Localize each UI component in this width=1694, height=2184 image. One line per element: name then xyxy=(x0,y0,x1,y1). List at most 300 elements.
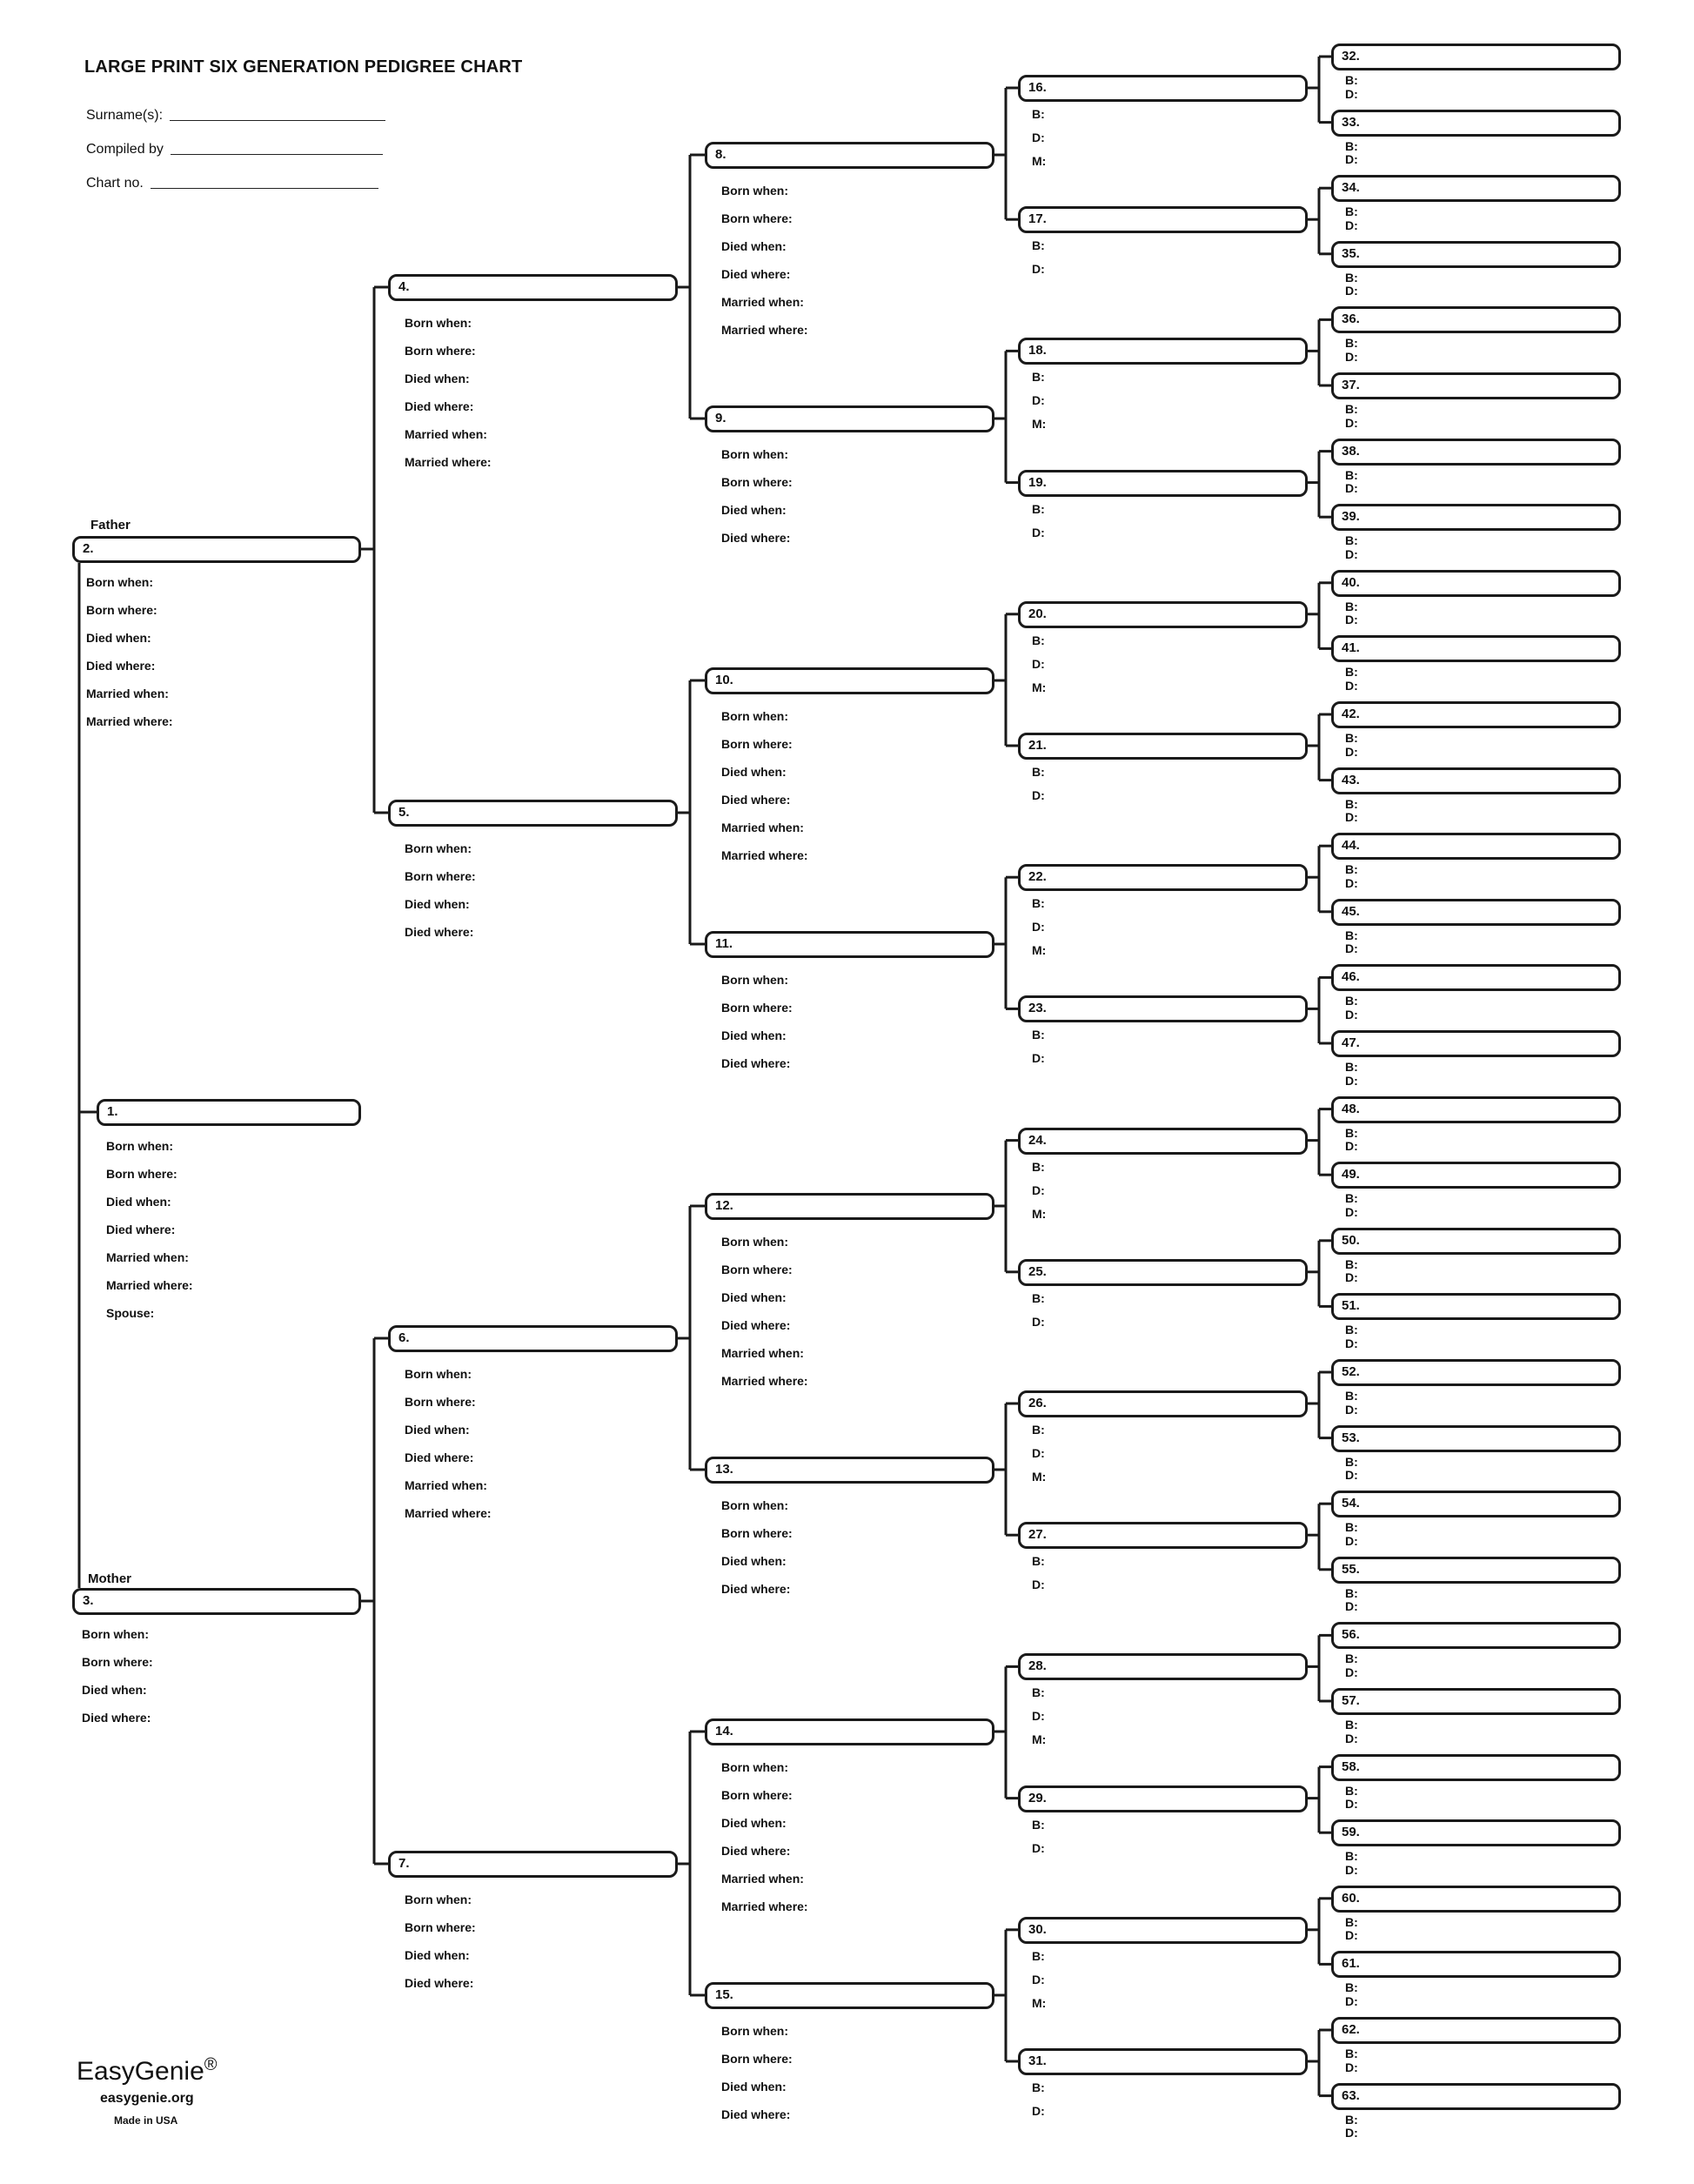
person-box-18[interactable] xyxy=(1018,338,1308,365)
person-58-d-label: D: xyxy=(1345,1797,1358,1812)
brand-name: EasyGenie xyxy=(77,2057,204,2086)
person-13-died-where-label: Died where: xyxy=(721,1582,791,1596)
person-box-20[interactable] xyxy=(1018,601,1308,628)
person-53-b-label: B: xyxy=(1345,1454,1358,1469)
person-box-44[interactable] xyxy=(1331,833,1621,860)
father-caption: Father xyxy=(90,518,131,533)
person-63-b-label: B: xyxy=(1345,2112,1358,2127)
person-7-died-where-label: Died where: xyxy=(405,1976,474,1990)
person-35-d-label: D: xyxy=(1345,284,1358,298)
person-23-b-label: B: xyxy=(1032,1028,1045,1042)
person-box-61[interactable] xyxy=(1331,1951,1621,1978)
person-2-married-where-label: Married where: xyxy=(86,714,173,728)
person-56-b-label: B: xyxy=(1345,1651,1358,1666)
person-number: 34. xyxy=(1342,180,1360,196)
person-4-married-where-label: Married where: xyxy=(405,455,492,469)
person-18-m-label: M: xyxy=(1032,417,1047,432)
person-41-b-label: B: xyxy=(1345,665,1358,680)
person-42-b-label: B: xyxy=(1345,731,1358,745)
person-number: 39. xyxy=(1342,509,1360,525)
person-number: 17. xyxy=(1028,211,1047,227)
person-number: 23. xyxy=(1028,1001,1047,1016)
person-18-d-label: D: xyxy=(1032,393,1045,408)
person-61-d-label: D: xyxy=(1345,1993,1358,2008)
person-1-died-where-label: Died where: xyxy=(106,1223,176,1236)
person-18-b-label: B: xyxy=(1032,370,1045,385)
person-box-55[interactable] xyxy=(1331,1557,1621,1584)
person-number: 60. xyxy=(1342,1890,1360,1906)
person-box-41[interactable] xyxy=(1331,635,1621,662)
brand-logo xyxy=(77,2055,218,2087)
person-36-b-label: B: xyxy=(1345,336,1358,351)
person-6-died-where-label: Died where: xyxy=(405,1450,474,1464)
person-number: 35. xyxy=(1342,245,1360,261)
person-box-45[interactable] xyxy=(1331,899,1621,926)
person-48-d-label: D: xyxy=(1345,1139,1358,1154)
person-box-33[interactable] xyxy=(1331,110,1621,137)
person-box-49[interactable] xyxy=(1331,1162,1621,1189)
person-box-60[interactable] xyxy=(1331,1886,1621,1913)
person-number: 57. xyxy=(1342,1693,1360,1708)
person-box-4[interactable] xyxy=(388,274,678,301)
person-9-born-where-label: Born where: xyxy=(721,475,793,489)
person-24-d-label: D: xyxy=(1032,1182,1045,1197)
person-box-34[interactable] xyxy=(1331,175,1621,202)
person-box-19[interactable] xyxy=(1018,470,1308,497)
person-1-married-when-label: Married when: xyxy=(106,1250,189,1264)
person-52-b-label: B: xyxy=(1345,1389,1358,1403)
person-46-b-label: B: xyxy=(1345,994,1358,1008)
person-47-d-label: D: xyxy=(1345,1073,1358,1088)
person-number: 43. xyxy=(1342,772,1360,787)
person-24-m-label: M: xyxy=(1032,1206,1047,1221)
person-5-died-when-label: Died when: xyxy=(405,897,470,911)
person-42-d-label: D: xyxy=(1345,744,1358,759)
person-number: 5. xyxy=(398,805,410,820)
person-number: 2. xyxy=(83,541,94,556)
person-number: 1. xyxy=(107,1104,118,1119)
person-25-d-label: D: xyxy=(1032,1314,1045,1329)
person-box-46[interactable] xyxy=(1331,964,1621,991)
person-number: 53. xyxy=(1342,1430,1360,1445)
person-5-born-when-label: Born when: xyxy=(405,841,472,855)
person-29-b-label: B: xyxy=(1032,1817,1045,1832)
person-number: 10. xyxy=(715,673,733,687)
person-number: 14. xyxy=(715,1724,733,1738)
person-number: 46. xyxy=(1342,969,1360,985)
person-29-d-label: D: xyxy=(1032,1840,1045,1855)
person-3-born-where-label: Born where: xyxy=(82,1655,153,1669)
person-14-married-where-label: Married where: xyxy=(721,1899,808,1913)
person-30-m-label: M: xyxy=(1032,1995,1047,2010)
person-box-43[interactable] xyxy=(1331,767,1621,794)
person-box-14[interactable] xyxy=(705,1718,994,1745)
person-28-m-label: M: xyxy=(1032,1732,1047,1747)
person-number: 7. xyxy=(398,1856,410,1871)
person-34-b-label: B: xyxy=(1345,204,1358,219)
person-number: 3. xyxy=(83,1593,94,1608)
person-38-d-label: D: xyxy=(1345,481,1358,496)
person-number: 63. xyxy=(1342,2087,1360,2103)
person-41-d-label: D: xyxy=(1345,678,1358,693)
person-10-died-when-label: Died when: xyxy=(721,765,787,779)
person-box-62[interactable] xyxy=(1331,2017,1621,2044)
person-59-d-label: D: xyxy=(1345,1862,1358,1877)
person-31-b-label: B: xyxy=(1032,2080,1045,2094)
person-15-born-where-label: Born where: xyxy=(721,2052,793,2066)
person-50-d-label: D: xyxy=(1345,1270,1358,1285)
person-32-b-label: B: xyxy=(1345,73,1358,87)
person-17-d-label: D: xyxy=(1032,262,1045,277)
person-number: 21. xyxy=(1028,738,1047,753)
person-4-born-when-label: Born when: xyxy=(405,316,472,330)
person-7-born-when-label: Born when: xyxy=(405,1893,472,1906)
person-10-married-when-label: Married when: xyxy=(721,821,804,834)
chartno-label: Chart no. xyxy=(86,176,144,191)
site-url: easygenie.org xyxy=(100,2091,194,2106)
person-number: 52. xyxy=(1342,1364,1360,1379)
person-box-21[interactable] xyxy=(1018,733,1308,760)
person-box-36[interactable] xyxy=(1331,306,1621,333)
person-box-27[interactable] xyxy=(1018,1522,1308,1549)
person-57-b-label: B: xyxy=(1345,1718,1358,1732)
person-8-born-where-label: Born where: xyxy=(721,211,793,225)
person-4-died-when-label: Died when: xyxy=(405,372,470,385)
person-number: 48. xyxy=(1342,1101,1360,1116)
person-31-d-label: D: xyxy=(1032,2104,1045,2118)
person-number: 58. xyxy=(1342,1759,1360,1774)
person-10-died-where-label: Died where: xyxy=(721,793,791,807)
person-box-10[interactable] xyxy=(705,667,994,694)
person-2-born-where-label: Born where: xyxy=(86,603,157,617)
person-9-died-when-label: Died when: xyxy=(721,503,787,517)
person-11-born-where-label: Born where: xyxy=(721,1001,793,1015)
person-43-b-label: B: xyxy=(1345,796,1358,811)
person-1-married-where-label: Married where: xyxy=(106,1278,193,1292)
person-box-47[interactable] xyxy=(1331,1030,1621,1057)
person-number: 59. xyxy=(1342,1825,1360,1840)
person-32-d-label: D: xyxy=(1345,86,1358,101)
person-box-6[interactable] xyxy=(388,1325,678,1352)
person-15-died-where-label: Died where: xyxy=(721,2107,791,2121)
person-54-b-label: B: xyxy=(1345,1520,1358,1535)
person-16-d-label: D: xyxy=(1032,131,1045,144)
person-box-56[interactable] xyxy=(1331,1622,1621,1649)
person-10-born-when-label: Born when: xyxy=(721,709,788,723)
person-box-51[interactable] xyxy=(1331,1293,1621,1320)
brand-mark: ® xyxy=(204,2055,218,2074)
person-6-married-where-label: Married where: xyxy=(405,1506,492,1520)
person-14-born-where-label: Born where: xyxy=(721,1788,793,1802)
person-15-died-when-label: Died when: xyxy=(721,2080,787,2094)
person-box-2[interactable] xyxy=(72,536,361,563)
person-number: 31. xyxy=(1028,2053,1047,2068)
person-4-married-when-label: Married when: xyxy=(405,427,487,441)
person-1-spouse-label: Spouse: xyxy=(106,1306,155,1320)
person-number: 36. xyxy=(1342,312,1360,327)
person-56-d-label: D: xyxy=(1345,1665,1358,1679)
person-box-48[interactable] xyxy=(1331,1096,1621,1123)
person-10-married-where-label: Married where: xyxy=(721,848,808,862)
person-number: 47. xyxy=(1342,1035,1360,1050)
person-44-b-label: B: xyxy=(1345,862,1358,877)
page-title: LARGE PRINT SIX GENERATION PEDIGREE CHART xyxy=(84,57,523,77)
person-45-b-label: B: xyxy=(1345,928,1358,942)
person-box-38[interactable] xyxy=(1331,439,1621,466)
person-10-born-where-label: Born where: xyxy=(721,737,793,751)
person-number: 51. xyxy=(1342,1298,1360,1314)
person-box-58[interactable] xyxy=(1331,1754,1621,1781)
person-number: 22. xyxy=(1028,869,1047,885)
person-number: 49. xyxy=(1342,1167,1360,1182)
person-33-b-label: B: xyxy=(1345,138,1358,153)
person-number: 55. xyxy=(1342,1561,1360,1577)
person-12-died-when-label: Died when: xyxy=(721,1290,787,1304)
person-50-b-label: B: xyxy=(1345,1256,1358,1271)
person-12-married-when-label: Married when: xyxy=(721,1346,804,1360)
person-7-born-where-label: Born where: xyxy=(405,1920,476,1934)
person-box-11[interactable] xyxy=(705,931,994,958)
person-box-53[interactable] xyxy=(1331,1425,1621,1452)
person-27-d-label: D: xyxy=(1032,1578,1045,1592)
person-box-5[interactable] xyxy=(388,800,678,827)
person-26-d-label: D: xyxy=(1032,1446,1045,1460)
person-39-b-label: B: xyxy=(1345,533,1358,548)
person-27-b-label: B: xyxy=(1032,1554,1045,1569)
person-22-d-label: D: xyxy=(1032,920,1045,935)
person-box-17[interactable] xyxy=(1018,206,1308,233)
person-14-married-when-label: Married when: xyxy=(721,1872,804,1886)
person-box-37[interactable] xyxy=(1331,372,1621,399)
person-43-d-label: D: xyxy=(1345,810,1358,825)
person-21-b-label: B: xyxy=(1032,765,1045,779)
person-5-died-where-label: Died where: xyxy=(405,925,474,939)
person-26-m-label: M: xyxy=(1032,1470,1047,1484)
person-box-57[interactable] xyxy=(1331,1688,1621,1715)
person-9-died-where-label: Died where: xyxy=(721,531,791,545)
person-number: 28. xyxy=(1028,1658,1047,1674)
person-number: 41. xyxy=(1342,640,1360,656)
person-47-b-label: B: xyxy=(1345,1060,1358,1074)
person-17-b-label: B: xyxy=(1032,238,1045,253)
person-6-born-where-label: Born where: xyxy=(405,1395,476,1409)
person-55-b-label: B: xyxy=(1345,1585,1358,1600)
person-25-b-label: B: xyxy=(1032,1290,1045,1305)
person-box-40[interactable] xyxy=(1331,570,1621,597)
person-20-b-label: B: xyxy=(1032,633,1045,647)
person-number: 9. xyxy=(715,411,726,425)
person-box-23[interactable] xyxy=(1018,995,1308,1022)
person-number: 29. xyxy=(1028,1790,1047,1805)
person-53-d-label: D: xyxy=(1345,1468,1358,1483)
person-number: 56. xyxy=(1342,1627,1360,1643)
person-2-born-when-label: Born when: xyxy=(86,575,153,589)
person-number: 33. xyxy=(1342,114,1360,130)
person-37-d-label: D: xyxy=(1345,415,1358,430)
person-box-52[interactable] xyxy=(1331,1359,1621,1386)
person-19-d-label: D: xyxy=(1032,525,1045,539)
person-49-b-label: B: xyxy=(1345,1191,1358,1206)
person-box-13[interactable] xyxy=(705,1457,994,1484)
person-number: 18. xyxy=(1028,343,1047,358)
person-box-15[interactable] xyxy=(705,1982,994,2009)
person-box-28[interactable] xyxy=(1018,1653,1308,1680)
person-box-24[interactable] xyxy=(1018,1128,1308,1155)
person-19-b-label: B: xyxy=(1032,501,1045,516)
person-8-died-when-label: Died when: xyxy=(721,239,787,253)
person-box-31[interactable] xyxy=(1018,2048,1308,2075)
person-7-died-when-label: Died when: xyxy=(405,1948,470,1962)
person-48-b-label: B: xyxy=(1345,1125,1358,1140)
person-box-50[interactable] xyxy=(1331,1228,1621,1255)
person-35-b-label: B: xyxy=(1345,270,1358,285)
person-number: 32. xyxy=(1342,49,1360,64)
person-23-d-label: D: xyxy=(1032,1051,1045,1066)
person-60-d-label: D: xyxy=(1345,1928,1358,1943)
person-8-born-when-label: Born when: xyxy=(721,184,788,198)
person-61-b-label: B: xyxy=(1345,1980,1358,1995)
person-box-22[interactable] xyxy=(1018,864,1308,891)
person-44-d-label: D: xyxy=(1345,875,1358,890)
person-9-born-when-label: Born when: xyxy=(721,447,788,461)
person-number: 12. xyxy=(715,1198,733,1213)
person-13-died-when-label: Died when: xyxy=(721,1554,787,1568)
person-1-died-when-label: Died when: xyxy=(106,1195,171,1209)
person-40-d-label: D: xyxy=(1345,613,1358,627)
person-box-63[interactable] xyxy=(1331,2083,1621,2110)
person-36-d-label: D: xyxy=(1345,349,1358,364)
person-55-d-label: D: xyxy=(1345,1599,1358,1614)
person-22-b-label: B: xyxy=(1032,896,1045,911)
person-26-b-label: B: xyxy=(1032,1423,1045,1437)
person-33-d-label: D: xyxy=(1345,152,1358,167)
person-28-d-label: D: xyxy=(1032,1709,1045,1724)
person-52-d-label: D: xyxy=(1345,1402,1358,1417)
person-number: 16. xyxy=(1028,80,1047,95)
person-54-d-label: D: xyxy=(1345,1533,1358,1548)
person-20-m-label: M: xyxy=(1032,680,1047,694)
person-51-d-label: D: xyxy=(1345,1336,1358,1350)
person-2-married-when-label: Married when: xyxy=(86,687,169,700)
person-number: 11. xyxy=(715,936,733,951)
person-number: 45. xyxy=(1342,903,1360,919)
person-2-died-when-label: Died when: xyxy=(86,631,151,645)
person-11-died-when-label: Died when: xyxy=(721,1028,787,1042)
person-8-married-where-label: Married where: xyxy=(721,323,808,337)
person-box-16[interactable] xyxy=(1018,75,1308,102)
person-24-b-label: B: xyxy=(1032,1159,1045,1174)
person-5-born-where-label: Born where: xyxy=(405,869,476,883)
person-30-d-label: D: xyxy=(1032,1972,1045,1986)
surname-label: Surname(s): xyxy=(86,108,164,123)
person-number: 13. xyxy=(715,1462,733,1477)
person-box-30[interactable] xyxy=(1018,1917,1308,1944)
person-20-d-label: D: xyxy=(1032,656,1045,671)
person-box-1[interactable] xyxy=(97,1099,361,1126)
person-3-died-where-label: Died where: xyxy=(82,1711,151,1725)
person-12-born-where-label: Born where: xyxy=(721,1263,793,1276)
person-number: 62. xyxy=(1342,2022,1360,2037)
person-11-died-where-label: Died where: xyxy=(721,1056,791,1070)
person-51-b-label: B: xyxy=(1345,1323,1358,1337)
person-11-born-when-label: Born when: xyxy=(721,973,788,987)
person-box-54[interactable] xyxy=(1331,1491,1621,1517)
person-40-b-label: B: xyxy=(1345,599,1358,613)
person-box-3[interactable] xyxy=(72,1588,361,1615)
person-box-12[interactable] xyxy=(705,1193,994,1220)
person-16-m-label: M: xyxy=(1032,154,1047,168)
person-3-died-when-label: Died when: xyxy=(82,1683,147,1697)
person-box-32[interactable] xyxy=(1331,44,1621,70)
mother-caption: Mother xyxy=(88,1571,131,1586)
person-58-b-label: B: xyxy=(1345,1783,1358,1798)
person-number: 42. xyxy=(1342,707,1360,721)
person-box-9[interactable] xyxy=(705,405,994,432)
person-number: 44. xyxy=(1342,838,1360,854)
person-4-born-where-label: Born where: xyxy=(405,344,476,358)
person-16-b-label: B: xyxy=(1032,107,1045,121)
person-box-39[interactable] xyxy=(1331,504,1621,531)
person-1-born-where-label: Born where: xyxy=(106,1167,177,1181)
person-57-d-label: D: xyxy=(1345,1731,1358,1745)
person-number: 27. xyxy=(1028,1527,1047,1543)
made-in-label: Made in USA xyxy=(114,2114,178,2127)
person-number: 37. xyxy=(1342,378,1360,392)
person-box-26[interactable] xyxy=(1018,1390,1308,1417)
person-28-b-label: B: xyxy=(1032,1685,1045,1700)
person-number: 54. xyxy=(1342,1496,1360,1511)
person-number: 61. xyxy=(1342,1956,1360,1972)
person-12-married-where-label: Married where: xyxy=(721,1374,808,1388)
person-number: 30. xyxy=(1028,1921,1047,1937)
person-box-29[interactable] xyxy=(1018,1785,1308,1812)
person-30-b-label: B: xyxy=(1032,1948,1045,1963)
person-45-d-label: D: xyxy=(1345,941,1358,956)
person-21-d-label: D: xyxy=(1032,788,1045,802)
person-number: 19. xyxy=(1028,474,1047,490)
person-60-b-label: B: xyxy=(1345,1914,1358,1929)
person-box-42[interactable] xyxy=(1331,701,1621,728)
person-59-b-label: B: xyxy=(1345,1849,1358,1864)
person-15-born-when-label: Born when: xyxy=(721,2024,788,2038)
person-number: 26. xyxy=(1028,1396,1047,1410)
person-6-born-when-label: Born when: xyxy=(405,1367,472,1381)
person-box-8[interactable] xyxy=(705,142,994,169)
person-37-b-label: B: xyxy=(1345,402,1358,416)
person-62-d-label: D: xyxy=(1345,2060,1358,2074)
person-box-25[interactable] xyxy=(1018,1259,1308,1286)
person-62-b-label: B: xyxy=(1345,2047,1358,2060)
person-box-7[interactable] xyxy=(388,1851,678,1878)
person-number: 40. xyxy=(1342,574,1360,590)
person-number: 38. xyxy=(1342,443,1360,459)
person-12-died-where-label: Died where: xyxy=(721,1318,791,1332)
person-8-married-when-label: Married when: xyxy=(721,295,804,309)
person-6-died-when-label: Died when: xyxy=(405,1423,470,1437)
person-number: 50. xyxy=(1342,1232,1360,1248)
person-46-d-label: D: xyxy=(1345,1007,1358,1022)
person-box-35[interactable] xyxy=(1331,241,1621,268)
person-49-d-label: D: xyxy=(1345,1204,1358,1219)
person-number: 20. xyxy=(1028,606,1047,621)
person-number: 4. xyxy=(398,279,410,294)
person-3-born-when-label: Born when: xyxy=(82,1627,149,1641)
person-box-59[interactable] xyxy=(1331,1819,1621,1846)
person-number: 15. xyxy=(715,1987,733,2002)
person-number: 8. xyxy=(715,147,726,162)
person-13-born-where-label: Born where: xyxy=(721,1526,793,1540)
person-22-m-label: M: xyxy=(1032,943,1047,958)
